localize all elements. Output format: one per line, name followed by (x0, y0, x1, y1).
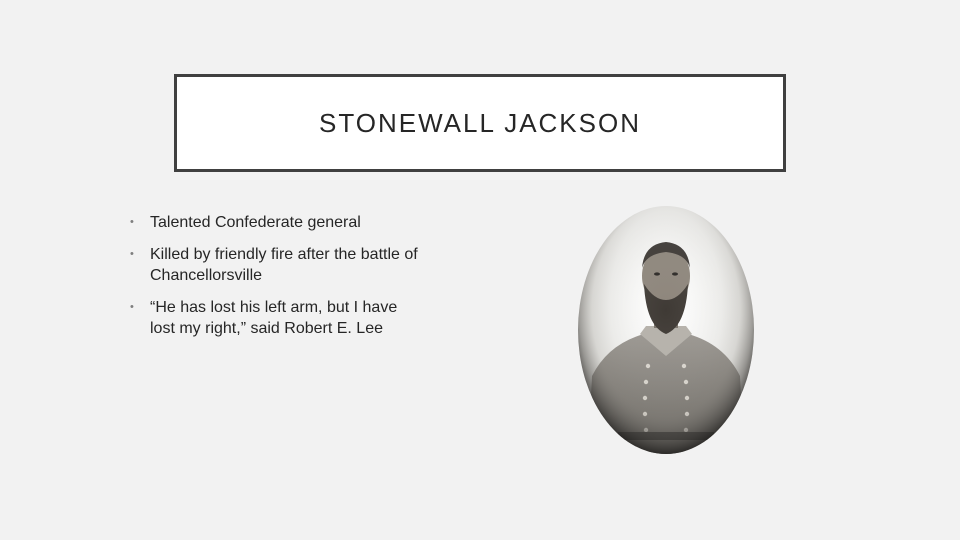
bullet-item (130, 297, 480, 339)
bullet-list (130, 212, 480, 350)
bullet-line: Talented Confederate general (150, 214, 361, 231)
bullet-dot-icon: • (130, 301, 134, 313)
bullet-line: Chancellorsville (150, 267, 263, 284)
slide-title: STONEWALL JACKSON (319, 107, 641, 138)
bullet-line: lost my right,” said Robert E. Lee (150, 320, 383, 337)
bullet-item (130, 244, 480, 286)
bullet-line: “He has lost his left arm, but I have (150, 299, 398, 316)
bullet-item (130, 212, 480, 233)
portrait-photo (578, 206, 754, 454)
bullet-dot-icon: • (130, 248, 134, 260)
bullet-dot-icon: • (130, 216, 134, 228)
bullet-line: Killed by friendly fire after the battle of (150, 246, 418, 263)
title-box (174, 74, 786, 172)
portrait-illustration (578, 206, 754, 454)
